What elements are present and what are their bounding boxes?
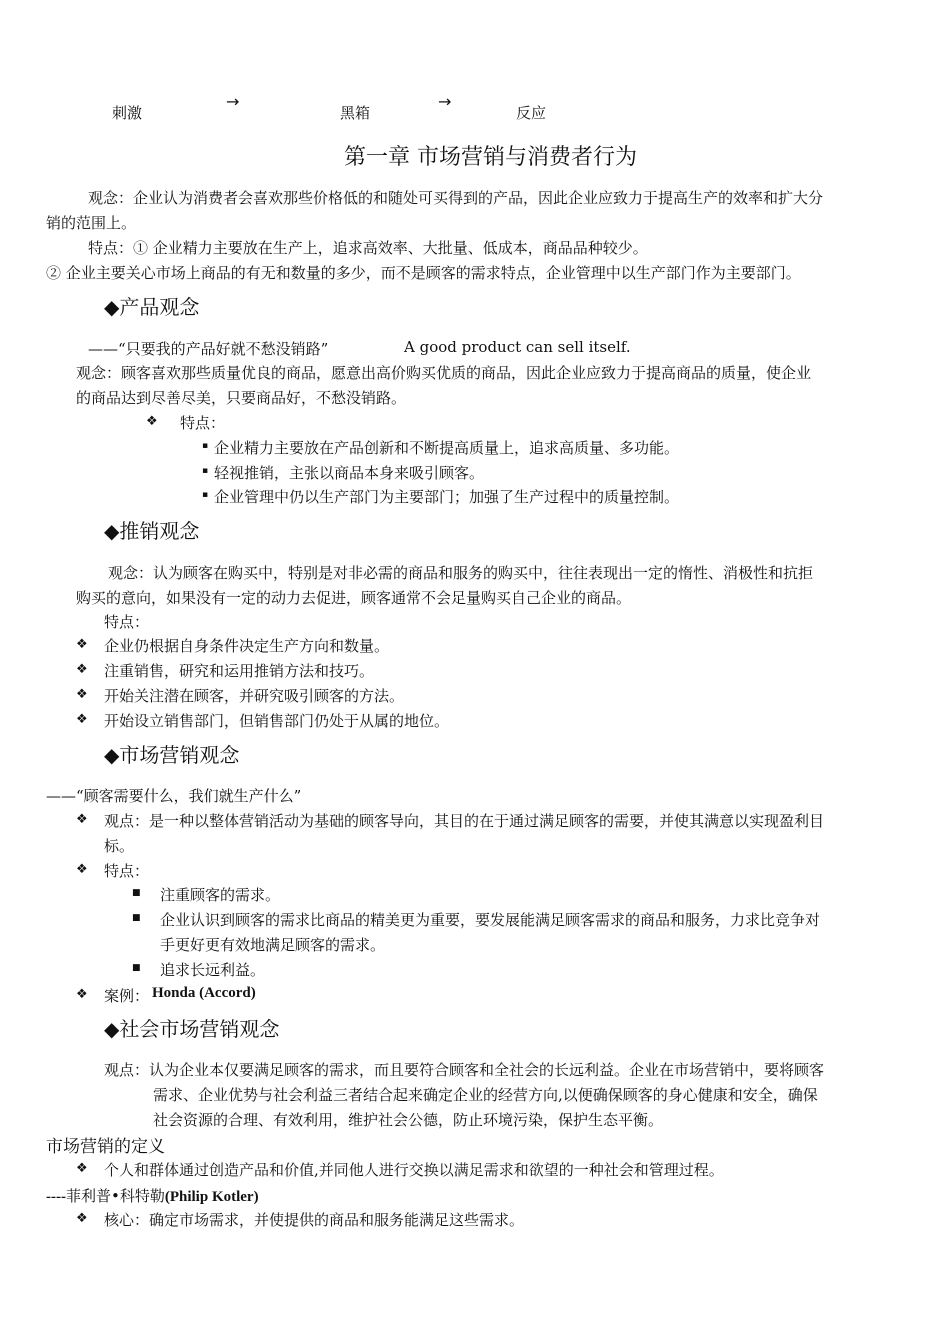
author-prefix: ---- [46, 1189, 66, 1205]
marketing-quote: ——“顾客需要什么，我们就生产什么” [46, 787, 302, 805]
production-feature1: 特点：① 企业精力主要放在生产上，追求高效率、大批量、低成本，商品品种较少。 [88, 239, 648, 257]
selling-concept-line2: 购买的意向，如果没有一定的动力去促进，顾客通常不会足量购买自己企业的商品。 [76, 589, 632, 607]
ornament-bullet-icon: ❖ [76, 862, 88, 877]
marketing-view-line2: 标。 [104, 837, 135, 855]
marketing-heading: ◆市场营销观念 [104, 743, 240, 767]
square-bullet-icon: ▪ [202, 466, 209, 476]
marketing-case-value: Honda (Accord) [152, 985, 256, 1001]
marketing-feature-2-line2: 手更好更有效地满足顾客的需求。 [160, 936, 386, 954]
ornament-bullet-icon: ❖ [76, 712, 88, 727]
square-bullet-icon: ■ [132, 963, 141, 973]
product-concept-line1: 观念：顾客喜欢那些质量优良的商品，愿意出高价购买优质的商品，因此企业应致力于提高商品的质量，使企业 [76, 364, 812, 382]
chapter-title: 第一章 市场营销与消费者行为 [344, 145, 637, 170]
author-cn: 菲利普•科特勒 [65, 1187, 165, 1205]
societal-view-line3: 社会资源的合理、有效利用，维护社会公德，防止环境污染，保护生态平衡。 [153, 1111, 664, 1129]
production-feature2: ② 企业主要关心市场上商品的有无和数量的多少，而不是顾客的需求特点，企业管理中以生产部门作为主要部门。 [46, 264, 801, 282]
production-concept-line2: 销的范围上。 [46, 214, 137, 232]
square-bullet-icon: ■ [132, 888, 141, 898]
ornament-bullet-icon: ❖ [76, 637, 88, 652]
arrow-right-icon: → [226, 92, 240, 111]
selling-features-label: 特点： [104, 613, 150, 631]
societal-heading: ◆社会市场营销观念 [104, 1017, 280, 1041]
ornament-bullet-icon: ❖ [76, 687, 88, 702]
definition-heading: 市场营销的定义 [46, 1137, 165, 1157]
production-concept-line1: 观念：企业认为消费者会喜欢那些价格低的和随处可买得到的产品，因此企业应致力于提高生产的效率和扩大分 [88, 189, 824, 207]
ornament-bullet-icon: ❖ [146, 414, 158, 429]
marketing-view-line1: 观点：是一种以整体营销活动为基础的顾客导向，其目的在于通过满足顾客的需要，并使其满意以实现盈利目 [104, 812, 825, 830]
definition-item1: 个人和群体通过创造产品和价值,并同他人进行交换以满足需求和欲望的一种社会和管理过程。 [104, 1161, 724, 1179]
selling-concept-line1: 观念：认为顾客在购买中，特别是对非必需的商品和服务的购买中，往往表现出一定的惰性、消极性和抗拒 [108, 564, 814, 582]
ornament-bullet-icon: ❖ [76, 812, 88, 827]
square-bullet-icon: ▪ [202, 441, 209, 451]
square-bullet-icon: ■ [132, 913, 141, 923]
marketing-feature-2-line1: 企业认识到顾客的需求比商品的精美更为重要，要发展能满足顾客需求的商品和服务，力求比竞争对 [160, 911, 821, 929]
ornament-bullet-icon: ❖ [76, 1161, 88, 1176]
marketing-case-label: 案例： [104, 987, 150, 1005]
arrow-right-icon: → [438, 92, 452, 111]
flow-response: 反应 [516, 104, 547, 122]
selling-feature-4: 开始设立销售部门，但销售部门仍处于从属的地位。 [104, 712, 450, 730]
societal-view-line2: 需求、企业优势与社会利益三者结合起来确定企业的经营方向,以便确保顾客的身心健康和安全，确保 [153, 1086, 818, 1104]
selling-feature-1: 企业仍根据自身条件决定生产方向和数量。 [104, 637, 390, 655]
product-feature-1: 企业精力主要放在产品创新和不断提高质量上，追求高质量、多功能。 [214, 439, 680, 457]
product-concept-line2: 的商品达到尽善尽美，只要商品好，不愁没销路。 [76, 389, 407, 407]
square-bullet-icon: ▪ [202, 490, 209, 500]
flow-stimulus: 刺激 [112, 104, 143, 122]
product-feature-3: 企业管理中仍以生产部门为主要部门；加强了生产过程中的质量控制。 [214, 488, 680, 506]
selling-feature-3: 开始关注潜在顾客，并研究吸引顾客的方法。 [104, 687, 405, 705]
marketing-feature-1: 注重顾客的需求。 [160, 886, 281, 904]
selling-feature-2: 注重销售，研究和运用推销方法和技巧。 [104, 662, 375, 680]
selling-heading: ◆推销观念 [104, 519, 200, 543]
product-quote-cn: ——“只要我的产品好就不愁没销路” [88, 340, 329, 358]
societal-view-line1: 观点：认为企业本仅要满足顾客的需求，而且要符合顾客和全社会的长远利益。企业在市场营销中，要将顾客 [104, 1061, 825, 1079]
definition-core: 核心：确定市场需求，并使提供的商品和服务能满足这些需求。 [104, 1211, 525, 1229]
flow-blackbox: 黑箱 [340, 104, 371, 122]
marketing-feature-3: 追求长远利益。 [160, 961, 266, 979]
definition-author [46, 1185, 259, 1206]
product-feature-2: 轻视推销，主张以商品本身来吸引顾客。 [214, 464, 485, 482]
ornament-bullet-icon: ❖ [76, 1211, 88, 1226]
product-heading: ◆产品观念 [104, 295, 200, 319]
author-en: (Philip Kotler) [164, 1189, 259, 1205]
product-features-label: 特点： [180, 414, 226, 432]
ornament-bullet-icon: ❖ [76, 987, 88, 1002]
product-quote-en: A good product can sell itself. [404, 338, 631, 356]
ornament-bullet-icon: ❖ [76, 662, 88, 677]
marketing-features-label: 特点： [104, 862, 150, 880]
